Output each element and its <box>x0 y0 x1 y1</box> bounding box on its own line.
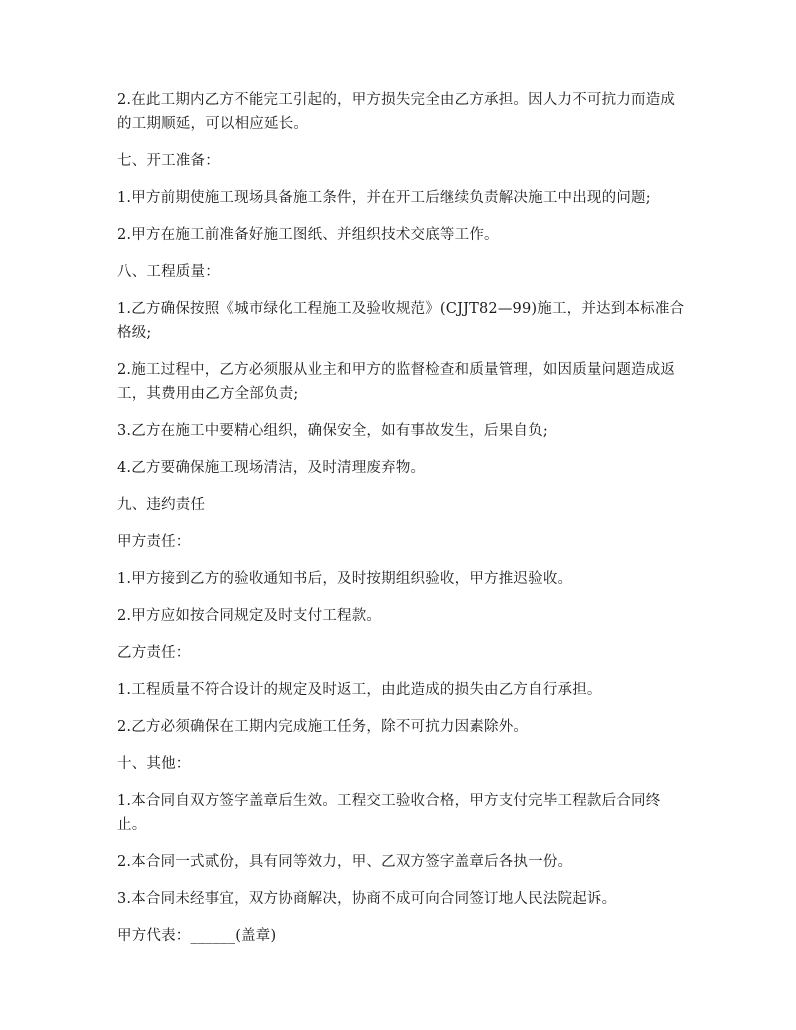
signature-line: 甲方代表：______(盖章) <box>117 928 277 944</box>
paragraph-4: 1.乙方确保按照《城市绿化工程施工及验收规范》(CJJT82—99)施工，并达到本标准合格级; <box>117 301 685 341</box>
paragraph-12: 1.本合同自双方签字盖章后生效。工程交工验收合格，甲方支付完毕工程款后合同终止。 <box>117 793 661 833</box>
paragraph-13: 2.本合同一式贰份，具有同等效力，甲、乙双方签字盖章后各执一份。 <box>117 854 573 870</box>
section-heading-8: 八、工程质量： <box>117 264 220 280</box>
paragraph-14: 3.本合同未经事宜，双方协商解决，协商不成可向合同签订地人民法院起诉。 <box>117 891 617 907</box>
paragraph-11: 2.乙方必须确保在工期内完成施工任务，除不可抗力因素除外。 <box>117 719 529 735</box>
subheading-party-b: 乙方责任： <box>117 645 191 661</box>
section-heading-10: 十、其他： <box>117 756 191 772</box>
section-heading-9: 九、违约责任 <box>117 497 206 513</box>
paragraph-1: 2.在此工期内乙方不能完工引起的，甲方损失完全由乙方承担。因人力不可抗力而造成的工期顺延，可以相应延长。 <box>117 92 676 132</box>
paragraph-2: 1.甲方前期使施工现场具备施工条件，并在开工后继续负责解决施工中出现的问题; <box>117 190 651 206</box>
section-heading-7: 七、开工准备： <box>117 153 220 169</box>
paragraph-10: 1.工程质量不符合设计的规定及时返工，由此造成的损失由乙方自行承担。 <box>117 682 602 698</box>
paragraph-7: 4.乙方要确保施工现场清洁，及时清理废弃物。 <box>117 460 426 476</box>
paragraph-8: 1.甲方接到乙方的验收通知书后，及时按期组织验收，甲方推迟验收。 <box>117 571 573 587</box>
subheading-party-a: 甲方责任： <box>117 534 191 550</box>
paragraph-5: 2.施工过程中，乙方必须服从业主和甲方的监督检查和质量管理，如因质量问题造成返工，其费用由乙方全部负责; <box>117 362 676 402</box>
document-page <box>117 88 687 948</box>
paragraph-6: 3.乙方在施工中要精心组织，确保安全，如有事故发生，后果自负; <box>117 423 548 439</box>
paragraph-3: 2.甲方在施工前准备好施工图纸、并组织技术交底等工作。 <box>117 227 499 243</box>
paragraph-9: 2.甲方应如按合同规定及时支付工程款。 <box>117 608 382 624</box>
